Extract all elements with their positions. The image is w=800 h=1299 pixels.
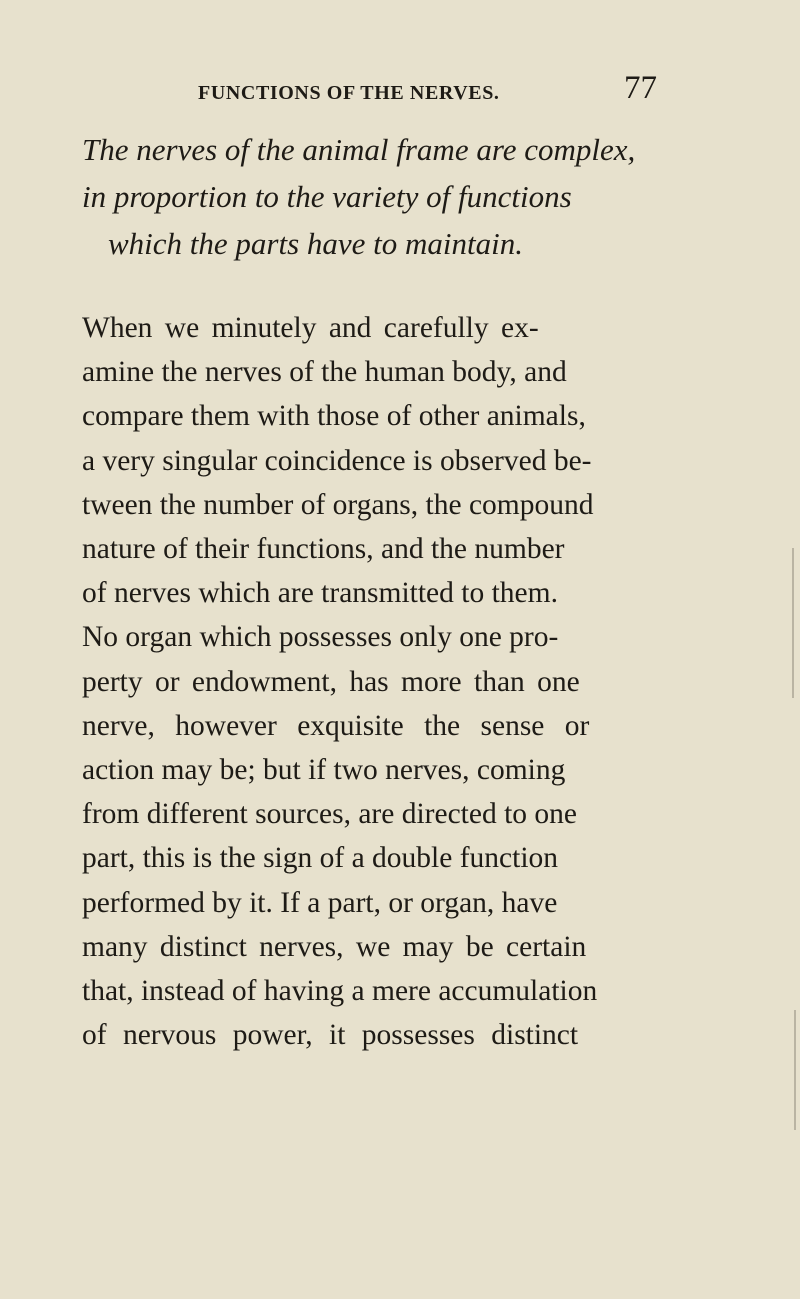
heading-line: in proportion to the variety of functions: [82, 179, 572, 214]
text-line: compare them with those of other animals,: [82, 400, 586, 433]
text-line: When we minutely and carefully ex-: [82, 312, 539, 344]
page-edge-mark: [794, 1010, 796, 1130]
text-line: part, this is the sign of a double function: [82, 842, 559, 875]
text-line: of nerves which are transmitted to them.: [82, 577, 558, 610]
section-heading: [82, 126, 732, 267]
text-line: action may be; but if two nerves, coming: [82, 754, 566, 787]
text-line: tween the number of organs, the compound: [82, 488, 594, 521]
text-line: many distinct nerves, we may be certain: [82, 930, 587, 963]
text-line: of nervous power, it possesses distinct: [82, 1019, 579, 1052]
text-line: nature of their functions, and the number: [82, 533, 565, 566]
body-paragraph: [82, 306, 732, 1057]
text-line: a very singular coincidence is observed be-: [82, 444, 592, 477]
text-line: nerve, however exquisite the sense or: [82, 709, 590, 742]
page-header: [198, 70, 658, 112]
heading-line: The nerves of the animal frame are complex,: [82, 132, 636, 167]
text-line: from different sources, are directed to one: [82, 798, 578, 831]
text-line: performed by it. If a part, or organ, have: [82, 886, 558, 919]
text-line: perty or endowment, has more than one: [82, 665, 580, 698]
page-number: 77: [624, 70, 657, 106]
text-line: that, instead of having a mere accumulation: [82, 975, 598, 1008]
page-edge-mark: [792, 548, 794, 698]
heading-line: which the parts have to maintain.: [108, 226, 524, 261]
text-line: amine the nerves of the human body, and: [82, 356, 567, 389]
running-title: FUNCTIONS OF THE NERVES.: [198, 82, 500, 104]
text-line: No organ which possesses only one pro-: [82, 621, 559, 654]
